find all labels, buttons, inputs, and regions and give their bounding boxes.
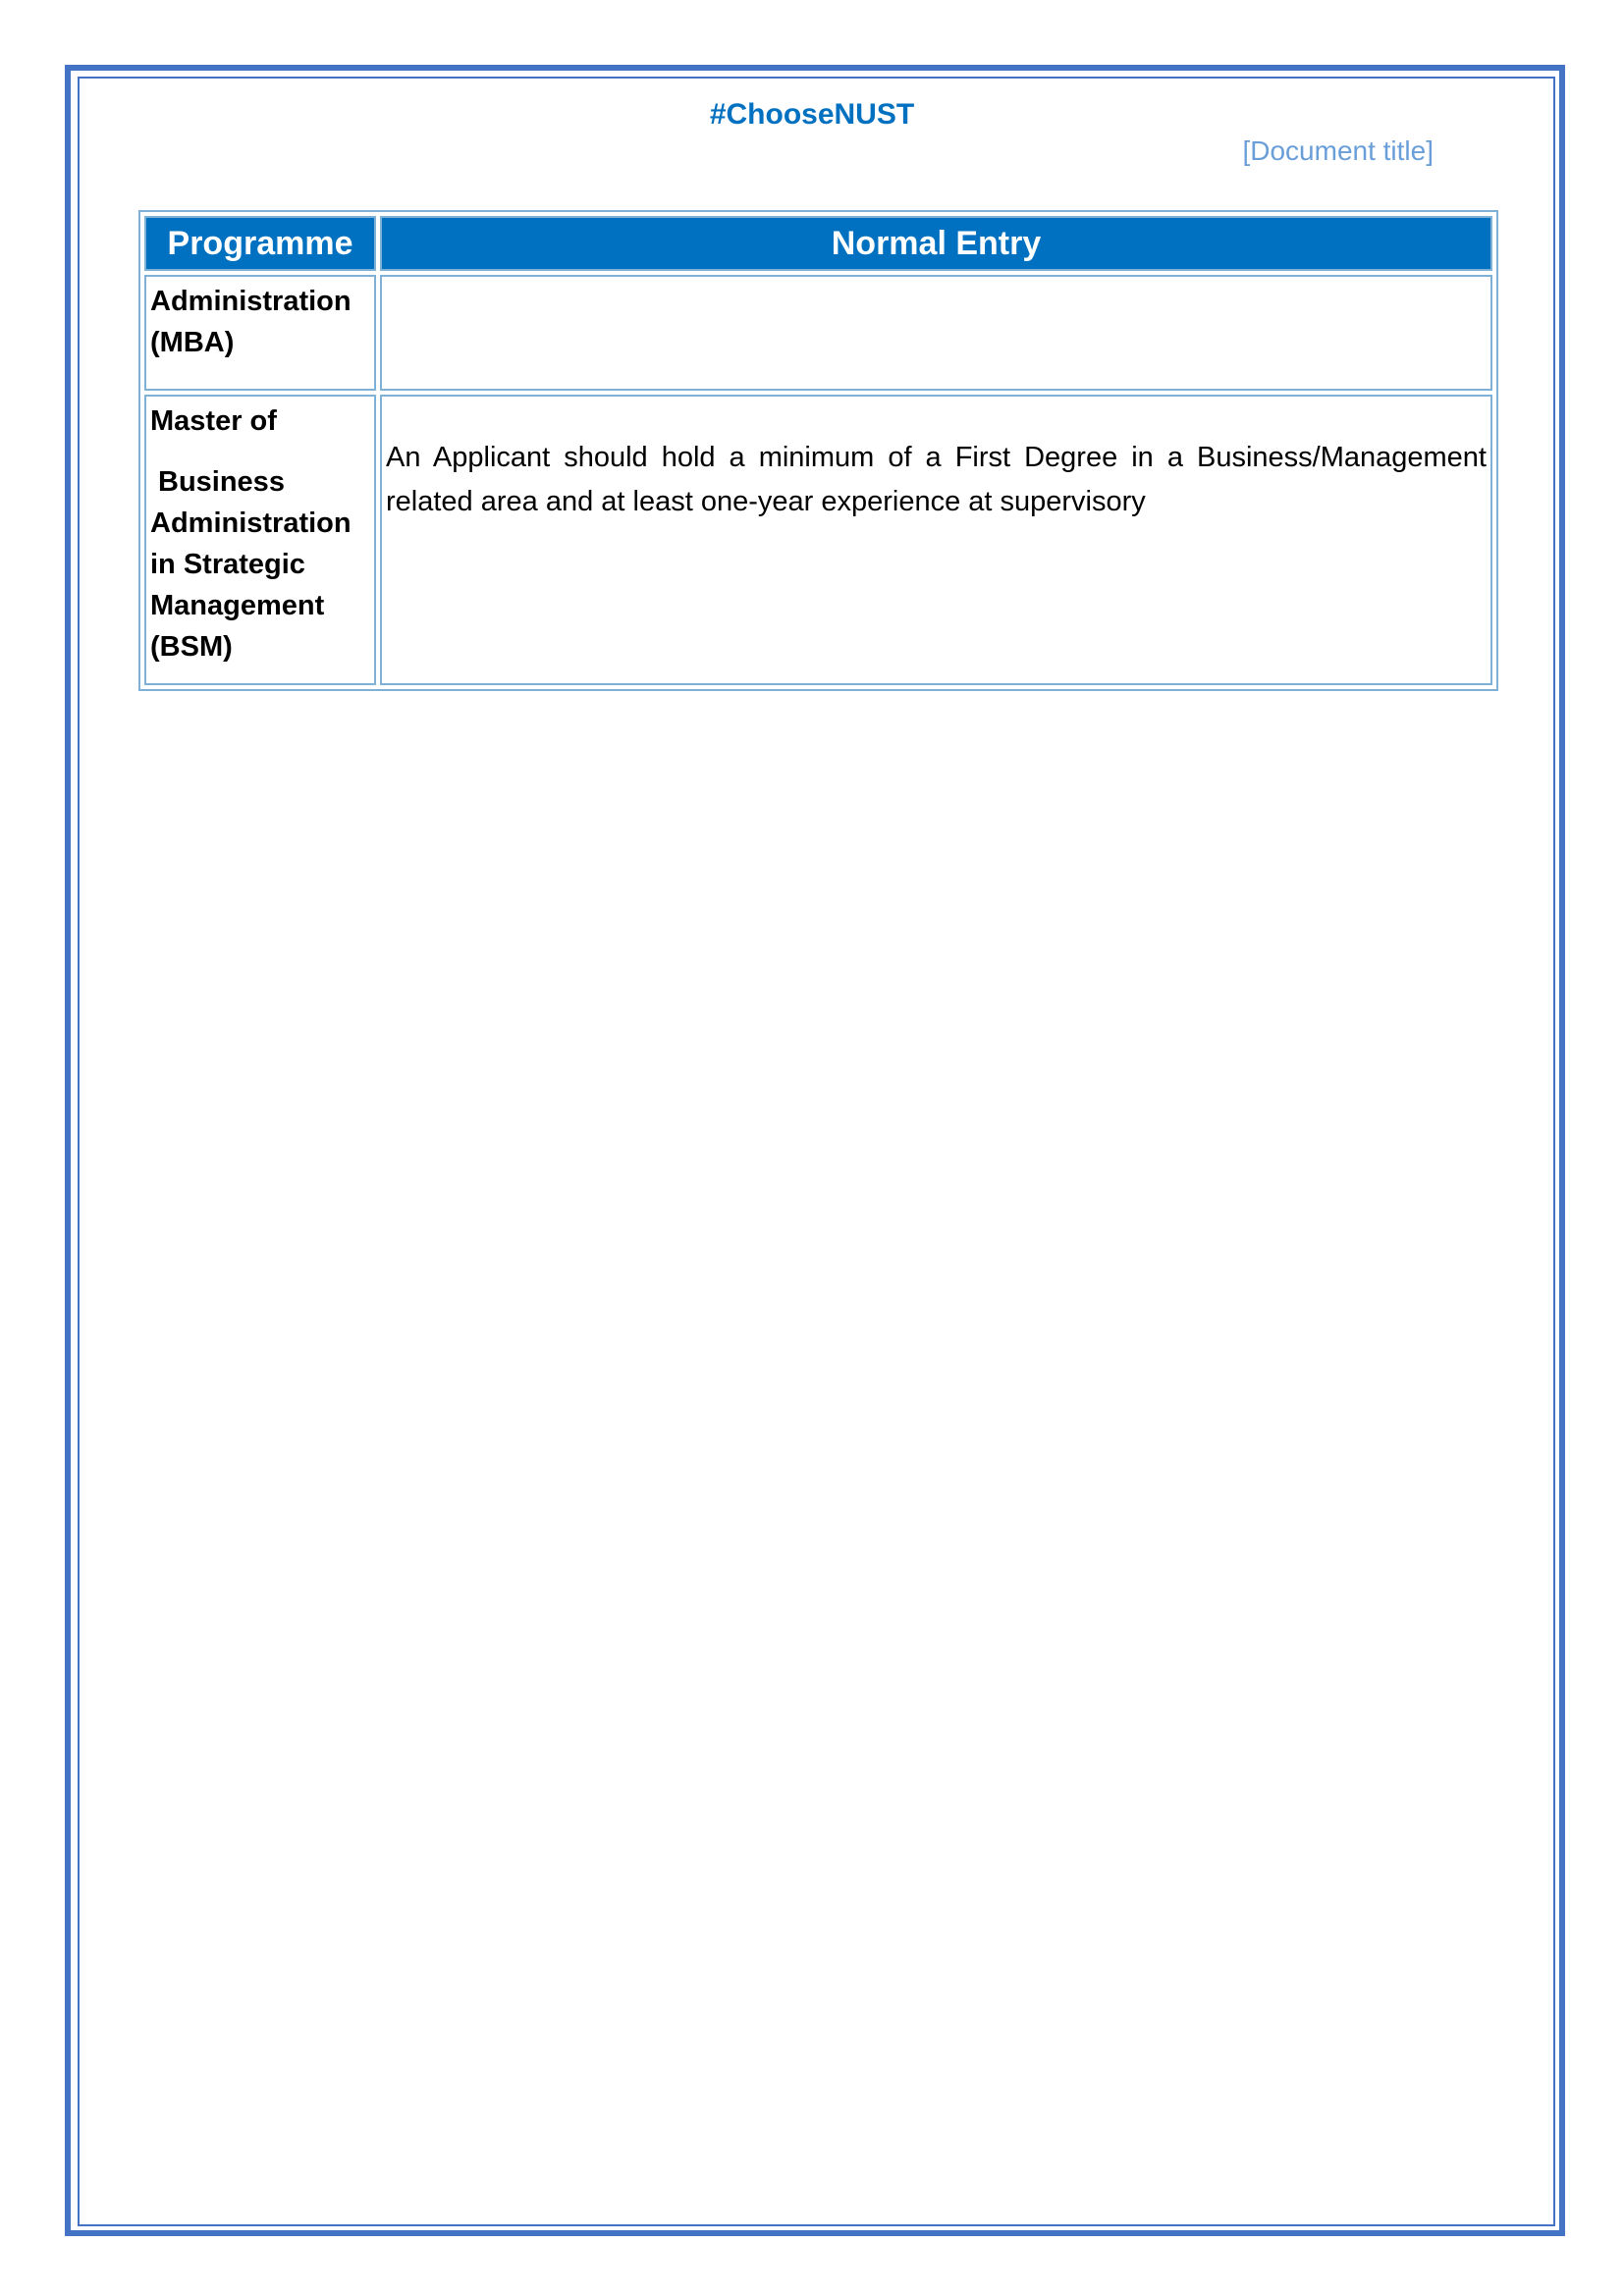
programme-name-line: in Strategic	[150, 549, 305, 580]
programme-name-line: Administration	[150, 286, 352, 317]
programme-cell	[144, 395, 376, 685]
programme-column-header: Programme	[144, 216, 376, 271]
programme-name-line: Administration	[150, 507, 352, 539]
normal-entry-column-header: Normal Entry	[380, 216, 1492, 271]
table-header-row	[144, 216, 1492, 271]
programme-name-line: Management	[150, 590, 325, 621]
programme-name-line: Business	[158, 466, 285, 498]
table-row	[144, 395, 1492, 685]
table-row	[144, 275, 1492, 391]
header-hashtag: #ChooseNUST	[709, 98, 915, 131]
programme-name-line: Master of	[150, 405, 277, 437]
programme-name-line: (BSM)	[150, 631, 233, 663]
programme-name-line: (MBA)	[150, 327, 235, 358]
entry-requirement-cell	[380, 275, 1492, 391]
entry-requirement-cell: An Applicant should hold a minimum of a First Degree in a Business/Management related area and at least one-year experience at supervisory	[380, 395, 1492, 685]
programme-cell	[144, 275, 376, 391]
entry-requirements-table	[138, 210, 1498, 691]
document-title-placeholder: [Document title]	[1242, 135, 1434, 166]
